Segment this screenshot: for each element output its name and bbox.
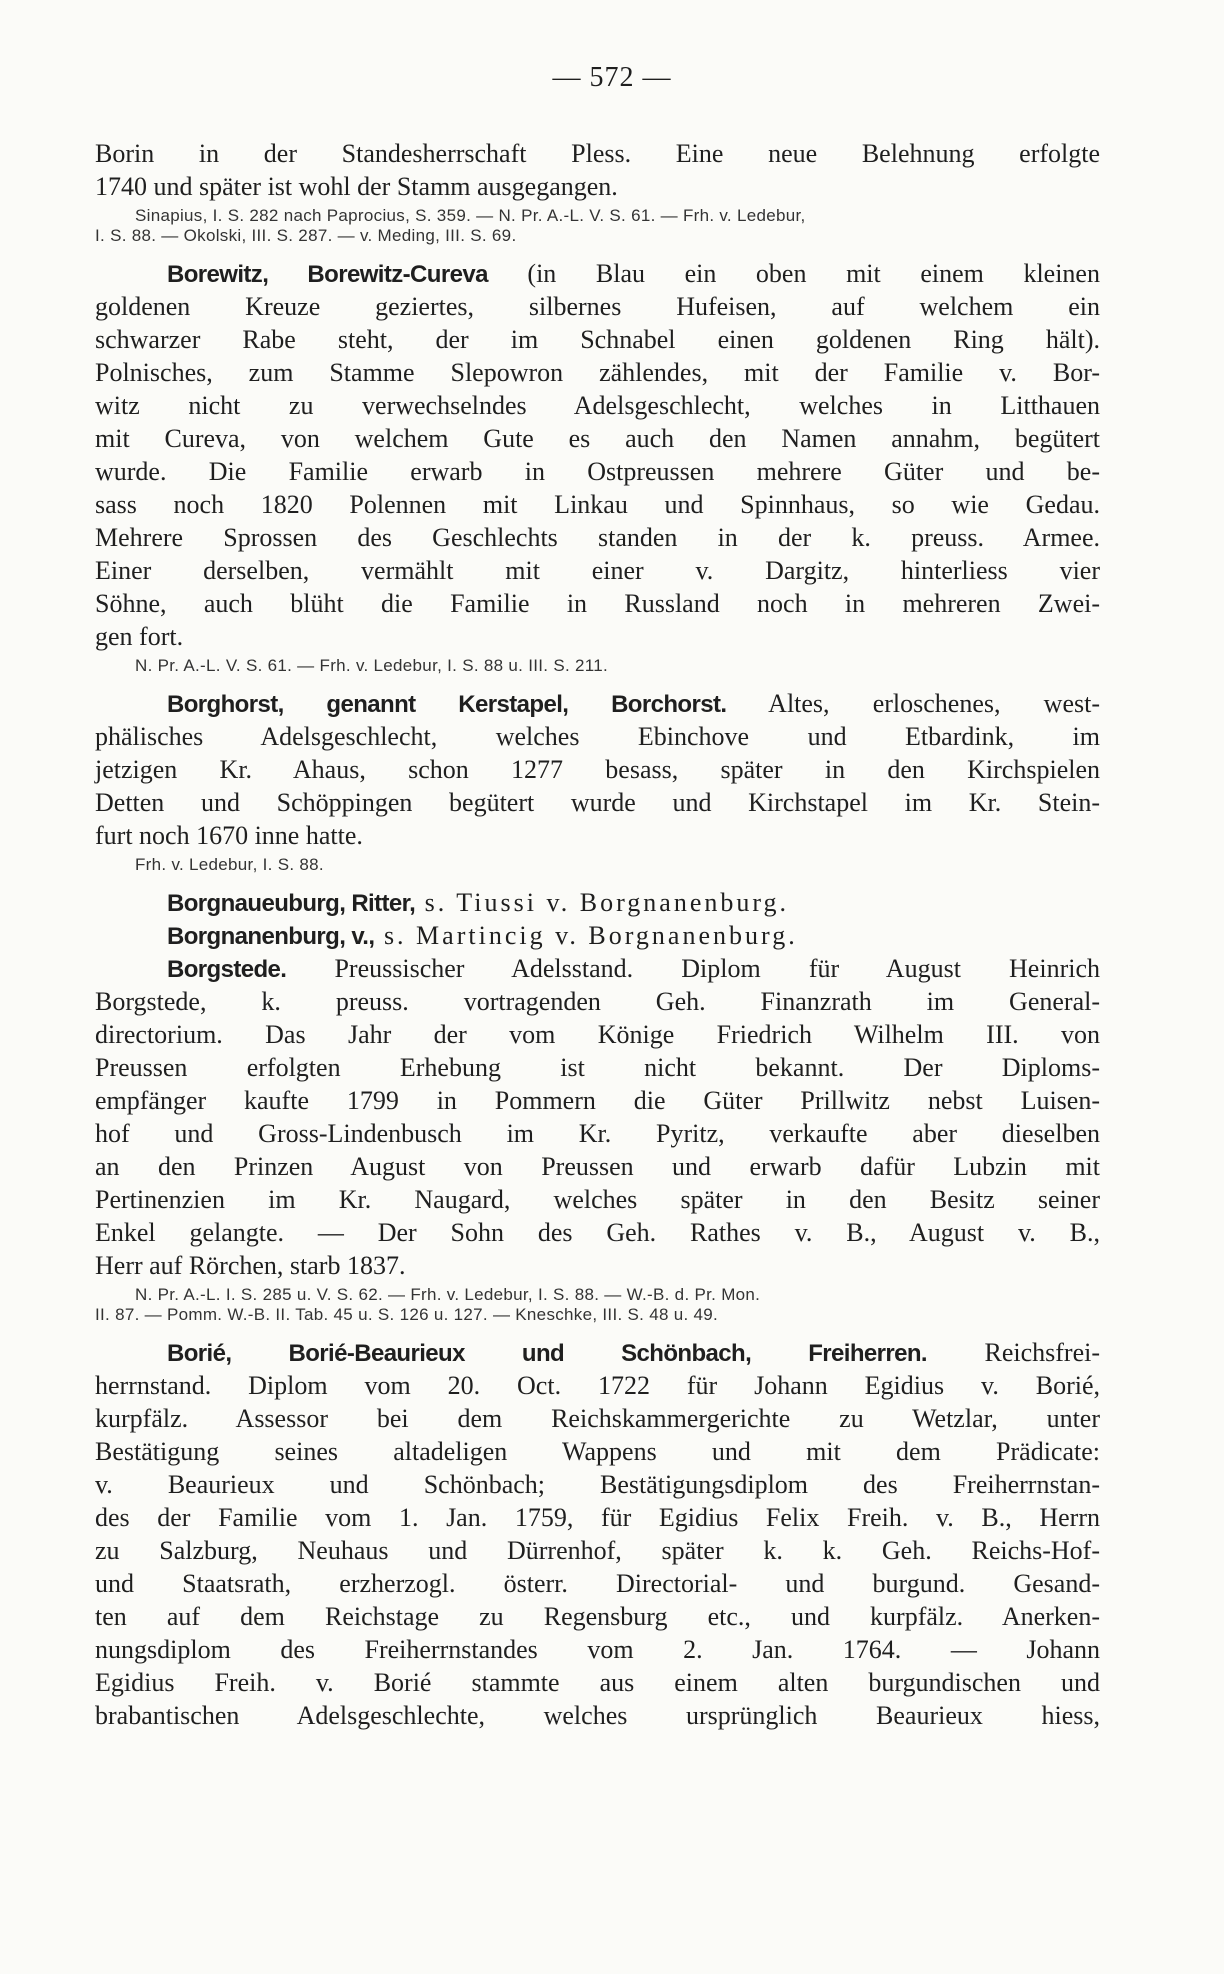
text-line: ten auf dem Reichstage zu Regensburg etc., und kurpfälz. Anerken- [95, 1602, 1100, 1631]
entry-heading: Borié, Borié-Beaurieux und Schönbach, Freiherren. [167, 1340, 927, 1367]
text-line [95, 257, 1100, 290]
text-line: Pertinenzien im Kr. Naugard, welches später in den Besitz seiner [95, 1185, 1100, 1214]
text-line: Mehrere Sprossen des Geschlechts standen in der k. preuss. Armee. [95, 523, 1100, 552]
text-line: goldenen Kreuze geziertes, silbernes Hufeisen, auf welchem ein [95, 292, 1100, 321]
citation [95, 1285, 1100, 1325]
citation [95, 656, 1100, 676]
dictionary-entry [95, 919, 1100, 952]
entry-text: Borin in der Standesherrschaft Pless. Eine neue Belehnung erfolgte [95, 139, 1100, 168]
entry-heading: Borghorst, genannt Kerstapel, Borchorst. [167, 691, 727, 718]
text-line: kurpfälz. Assessor bei dem Reichskammergerichte zu Wetzlar, unter [95, 1404, 1100, 1433]
citation-line: Sinapius, I. S. 282 nach Paprocius, S. 359. — N. Pr. A.-L. V. S. 61. — Frh. v. Ledebur, [135, 206, 806, 225]
page-body [95, 137, 1100, 1732]
text-line: phälisches Adelsgeschlecht, welches Ebinchove und Etbardink, im [95, 722, 1100, 751]
text-line: jetzigen Kr. Ahaus, schon 1277 besass, später in den Kirchspielen [95, 755, 1100, 784]
entry-heading: Borgstede. [167, 956, 287, 983]
text-line: herrnstand. Diplom vom 20. Oct. 1722 für Johann Egidius v. Borié, [95, 1371, 1100, 1400]
entry-text: Reichsfrei- [927, 1338, 1100, 1367]
text-line: Bestätigung seines altadeligen Wappens und mit dem Prädicate: [95, 1437, 1100, 1466]
entry-text: s. Tiussi v. Borgnanenburg. [415, 888, 790, 917]
citation-line: N. Pr. A.-L. I. S. 285 u. V. S. 62. — Frh. v. Ledebur, I. S. 88. — W.-B. d. Pr. Mon. [135, 1285, 761, 1304]
dictionary-entry [95, 1336, 1100, 1732]
dictionary-entry [95, 257, 1100, 676]
text-line [95, 919, 1100, 952]
text-line: empfänger kaufte 1799 in Pommern die Güter Prillwitz nebst Luisen- [95, 1086, 1100, 1115]
text-line [95, 952, 1100, 985]
text-line: des der Familie vom 1. Jan. 1759, für Egidius Felix Freih. v. B., Herrn [95, 1503, 1100, 1532]
entry-text: Altes, erloschenes, west- [726, 689, 1100, 718]
dictionary-entry [95, 687, 1100, 875]
citation [95, 855, 1100, 875]
entry-heading: Borewitz, Borewitz-Cureva [167, 261, 488, 288]
dictionary-entry [95, 952, 1100, 1325]
citation-line: N. Pr. A.-L. V. S. 61. — Frh. v. Ledebur, I. S. 88 u. III. S. 211. [135, 656, 609, 675]
text-line: Einer derselben, vermählt mit einer v. Dargitz, hinterliess vier [95, 556, 1100, 585]
text-line: Egidius Freih. v. Borié stammte aus einem alten burgundischen und [95, 1668, 1100, 1697]
entry-heading: Borgnanenburg, v., [167, 923, 375, 950]
text-line: Detten und Schöppingen begütert wurde und Kirchstapel im Kr. Stein- [95, 788, 1100, 817]
text-line: gen fort. [95, 622, 184, 651]
text-line: und Staatsrath, erzherzogl. österr. Directorial- und burgund. Gesand- [95, 1569, 1100, 1598]
text-line [95, 1336, 1100, 1369]
text-line: sass noch 1820 Polennen mit Linkau und Spinnhaus, so wie Gedau. [95, 490, 1100, 519]
entry-text: Preussischer Adelsstand. Diplom für August Heinrich [286, 954, 1100, 983]
citation-line: Frh. v. Ledebur, I. S. 88. [135, 855, 324, 874]
text-line: directorium. Das Jahr der vom Könige Friedrich Wilhelm III. von [95, 1020, 1100, 1049]
text-line [95, 886, 1100, 919]
citation-line: II. 87. — Pomm. W.-B. II. Tab. 45 u. S. 126 u. 127. — Kneschke, III. S. 48 u. 49. [95, 1305, 719, 1324]
dictionary-entry [95, 886, 1100, 919]
citation [95, 206, 1100, 246]
citation-line: I. S. 88. — Okolski, III. S. 287. — v. Meding, III. S. 69. [95, 226, 517, 245]
text-line [95, 137, 1100, 170]
text-line: wurde. Die Familie erwarb in Ostpreussen mehrere Güter und be- [95, 457, 1100, 486]
text-line: brabantischen Adelsgeschlechte, welches ursprünglich Beaurieux hiess, [95, 1701, 1100, 1730]
text-line: Enkel gelangte. — Der Sohn des Geh. Rathes v. B., August v. B., [95, 1218, 1100, 1247]
text-line: mit Cureva, von welchem Gute es auch den Namen annahm, begütert [95, 424, 1100, 453]
entry-text: s. Martincig v. Borgnanenburg. [374, 921, 798, 950]
text-line: an den Prinzen August von Preussen und erwarb dafür Lubzin mit [95, 1152, 1100, 1181]
page-number: — 572 — [552, 62, 672, 93]
text-line: nungsdiplom des Freiherrnstandes vom 2. Jan. 1764. — Johann [95, 1635, 1100, 1664]
entry-text: (in Blau ein oben mit einem kleinen [487, 259, 1100, 288]
text-line: 1740 und später ist wohl der Stamm ausgegangen. [95, 172, 618, 201]
text-line: witz nicht zu verwechselndes Adelsgeschlecht, welches in Litthauen [95, 391, 1100, 420]
text-line: Polnisches, zum Stamme Slepowron zählendes, mit der Familie v. Bor- [95, 358, 1100, 387]
text-line: Borgstede, k. preuss. vortragenden Geh. Finanzrath im General- [95, 987, 1100, 1016]
text-line: zu Salzburg, Neuhaus und Dürrenhof, später k. k. Geh. Reichs-Hof- [95, 1536, 1100, 1565]
entry-heading: Borgnaueuburg, Ritter, [167, 890, 416, 917]
text-line [95, 687, 1100, 720]
text-line: v. Beaurieux und Schönbach; Bestätigungsdiplom des Freiherrnstan- [95, 1470, 1100, 1499]
text-line: schwarzer Rabe steht, der im Schnabel einen goldenen Ring hält). [95, 325, 1100, 354]
text-line: hof und Gross-Lindenbusch im Kr. Pyritz, verkaufte aber dieselben [95, 1119, 1100, 1148]
text-line: Herr auf Rörchen, starb 1837. [95, 1251, 406, 1280]
text-line: Söhne, auch blüht die Familie in Russland noch in mehreren Zwei- [95, 589, 1100, 618]
text-line: Preussen erfolgten Erhebung ist nicht bekannt. Der Diploms- [95, 1053, 1100, 1082]
dictionary-entry [95, 137, 1100, 246]
text-line: furt noch 1670 inne hatte. [95, 821, 363, 850]
